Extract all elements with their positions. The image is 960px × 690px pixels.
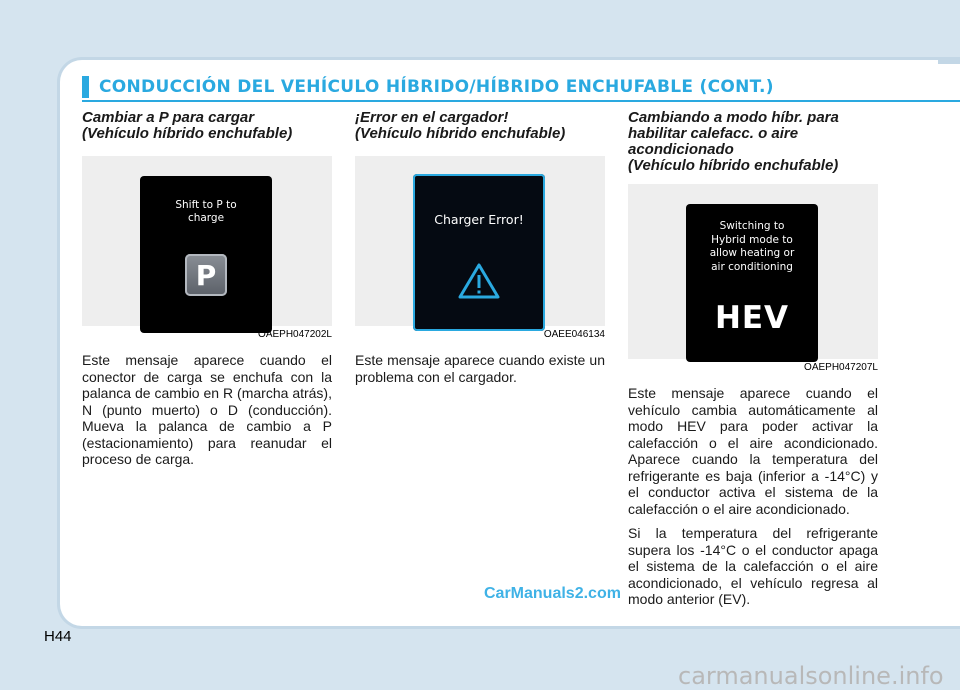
cluster-display xyxy=(413,174,545,331)
header-rule xyxy=(82,100,960,102)
heading-line: (Vehículo híbrido enchufable) xyxy=(628,157,839,174)
figure-code: OAEPH047202L xyxy=(258,329,332,340)
section-body: Este mensaje aparece cuando el conector de carga se enchufa con la palanca de cambio en R (marcha atrás), N (punto muerto) o D (conducción). Mueva la palanca de cambio a P (estacionamiento) para reanudar el proceso de carga. xyxy=(82,352,332,467)
section-switching-hev xyxy=(628,110,878,622)
heading-line: Cambiar a P para cargar xyxy=(82,109,255,126)
park-symbol: P xyxy=(195,258,217,292)
figure-shift-to-p xyxy=(82,156,332,340)
hev-mode-label: HEV xyxy=(714,300,790,336)
section-body: Este mensaje aparece cuando el vehículo cambia automáticamente al modo HEV para poder activar la calefacción o el aire acondicionado. Aparece cuando la temperatura del refrigerante es baja (inferior a -14°C) y el conductor activa el sistema de la calefacción o el aire acondicionado. xyxy=(628,385,878,517)
park-icon xyxy=(185,254,227,296)
display-message: charge xyxy=(187,212,225,224)
figure-code: OAEPH047207L xyxy=(804,362,878,373)
figure-switching-hev xyxy=(628,184,878,373)
watermark-carmanualsonline[interactable]: carmanualsonline.info xyxy=(678,662,944,690)
section-heading xyxy=(355,110,605,142)
heading-line: habilitar calefacc. o aire xyxy=(628,125,799,142)
section-shift-to-p xyxy=(82,110,332,468)
display-message: Switching to xyxy=(719,220,785,232)
page-tab xyxy=(938,60,960,64)
manual-page xyxy=(60,60,960,626)
watermark-carmanuals2[interactable]: CarManuals2.com xyxy=(484,585,621,602)
display-message: allow heating or xyxy=(709,247,795,259)
warning-icon xyxy=(457,262,501,300)
section-charger-error xyxy=(355,110,605,385)
heading-line: Cambiando a modo híbr. para xyxy=(628,109,839,126)
display-message: Shift to P to xyxy=(175,199,237,211)
section-body: Este mensaje aparece cuando existe un problema con el cargador. xyxy=(355,352,605,385)
display-message: Charger Error! xyxy=(434,212,524,227)
page-number: H44 xyxy=(44,628,72,645)
section-heading xyxy=(628,110,878,174)
section-heading xyxy=(82,110,332,142)
figure-code: OAEE046134 xyxy=(543,329,605,340)
figure-charger-error xyxy=(355,156,605,340)
heading-line: (Vehículo híbrido enchufable) xyxy=(82,125,293,142)
header-accent-bar xyxy=(82,76,89,98)
section-body-2: Si la temperatura del refrigerante supera los -14°C o el conductor apaga el sistema de la calefacción o el aire acondicionado, el vehículo regresa al modo anterior (EV). xyxy=(628,525,878,607)
section-title: CONDUCCIÓN DEL VEHÍCULO HÍBRIDO/HÍBRIDO ENCHUFABLE (CONT.) xyxy=(99,77,774,97)
heading-line: acondicionado xyxy=(628,141,734,158)
heading-line: ¡Error en el cargador! xyxy=(355,109,509,126)
display-message: air conditioning xyxy=(711,260,793,273)
section-header xyxy=(82,76,774,98)
cluster-display xyxy=(686,204,818,362)
heading-line: (Vehículo híbrido enchufable) xyxy=(355,125,566,142)
display-message: Hybrid mode to xyxy=(711,233,793,246)
cluster-display xyxy=(140,176,272,333)
